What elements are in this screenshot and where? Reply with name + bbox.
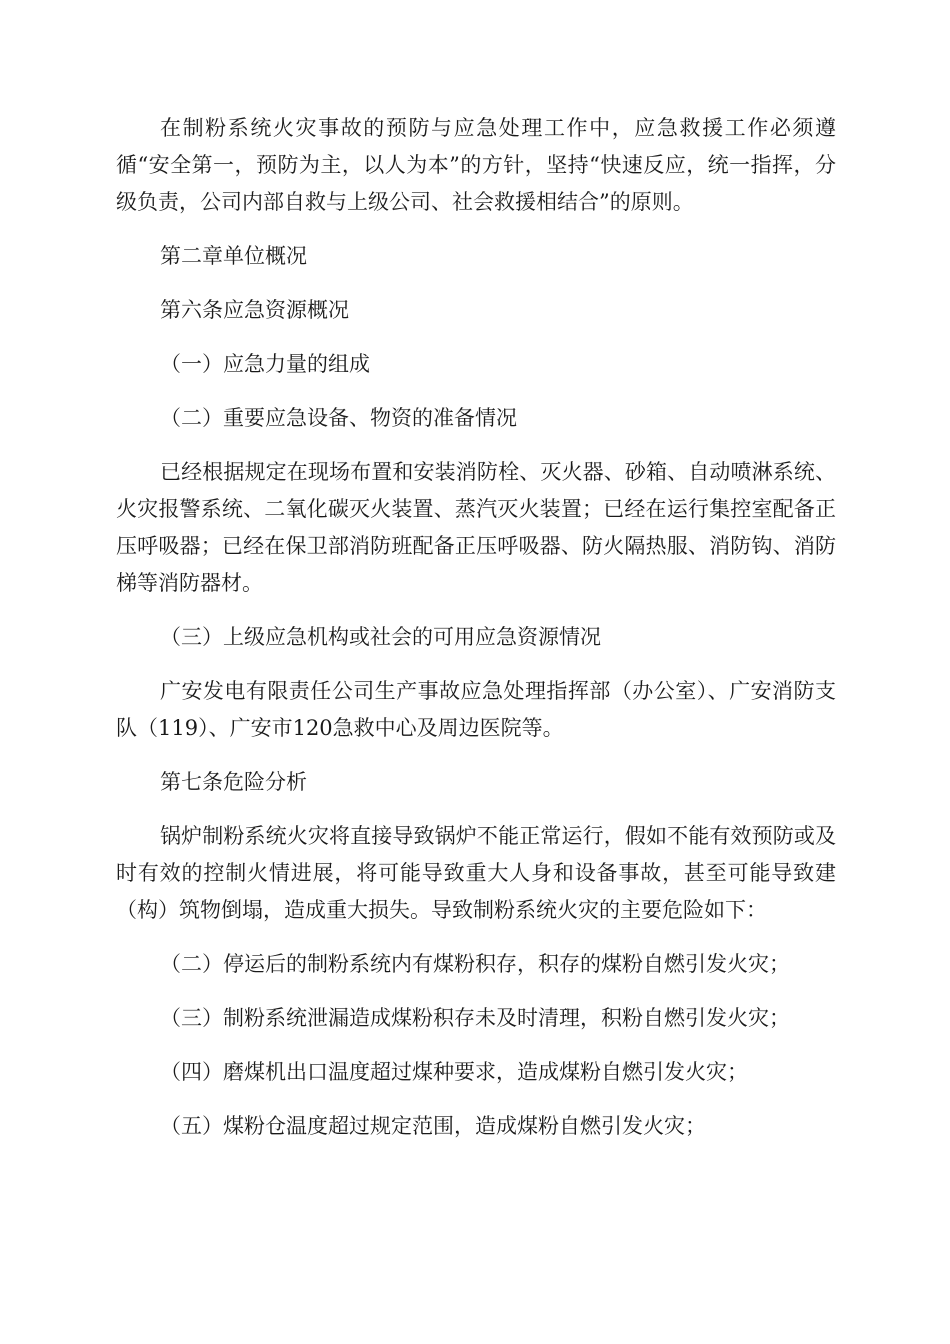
article-6-item-3: （三）上级应急机构或社会的可用应急资源情况 xyxy=(160,625,601,649)
resources-paragraph: 广安发电有限责任公司生产事故应急处理指挥部（办公室）、广安消防支队（119）、广安市120急救中心及周边医院等。 xyxy=(116,679,836,740)
intro-paragraph: 在制粉系统火灾事故的预防与应急处理工作中，应急救援工作必须遵循“安全第一，预防为主，以人为本”的方针，坚持“快速反应，统一指挥，分级负责，公司内部自救与上级公司、社会救援相结合”的原则。 xyxy=(116,116,836,214)
document-body xyxy=(116,110,836,1162)
risk-paragraph: 锅炉制粉系统火灾将直接导致锅炉不能正常运行，假如不能有效预防或及时有效的控制火情进展，将可能导致重大人身和设备事故，甚至可能导致建（构）筑物倒塌，造成重大损失。导致制粉系统火灾的主要危险如下： xyxy=(116,824,836,922)
risk-item-3: （三）制粉系统泄漏造成煤粉积存未及时清理，积粉自燃引发火灾； xyxy=(160,1006,790,1030)
equipment-paragraph: 已经根据规定在现场布置和安装消防栓、灭火器、砂箱、自动喷淋系统、火灾报警系统、二氧化碳灭火装置、蒸汽灭火装置；已经在运行集控室配备正压呼吸器；已经在保卫部消防班配备正压呼吸器、防火隔热服、消防钩、消防梯等消防器材。 xyxy=(116,460,836,595)
article-6-heading: 第六条应急资源概况 xyxy=(160,298,349,322)
chapter-2-heading: 第二章单位概况 xyxy=(160,244,307,268)
risk-item-2: （二）停运后的制粉系统内有煤粉积存，积存的煤粉自燃引发火灾； xyxy=(160,952,790,976)
risk-item-5: （五）煤粉仓温度超过规定范围，造成煤粉自燃引发火灾； xyxy=(160,1114,706,1138)
article-6-item-2: （二）重要应急设备、物资的准备情况 xyxy=(160,406,517,430)
article-6-item-1: （一）应急力量的组成 xyxy=(160,352,370,376)
risk-item-4: （四）磨煤机出口温度超过煤种要求，造成煤粉自燃引发火灾； xyxy=(160,1060,748,1084)
article-7-heading: 第七条危险分析 xyxy=(160,770,307,794)
